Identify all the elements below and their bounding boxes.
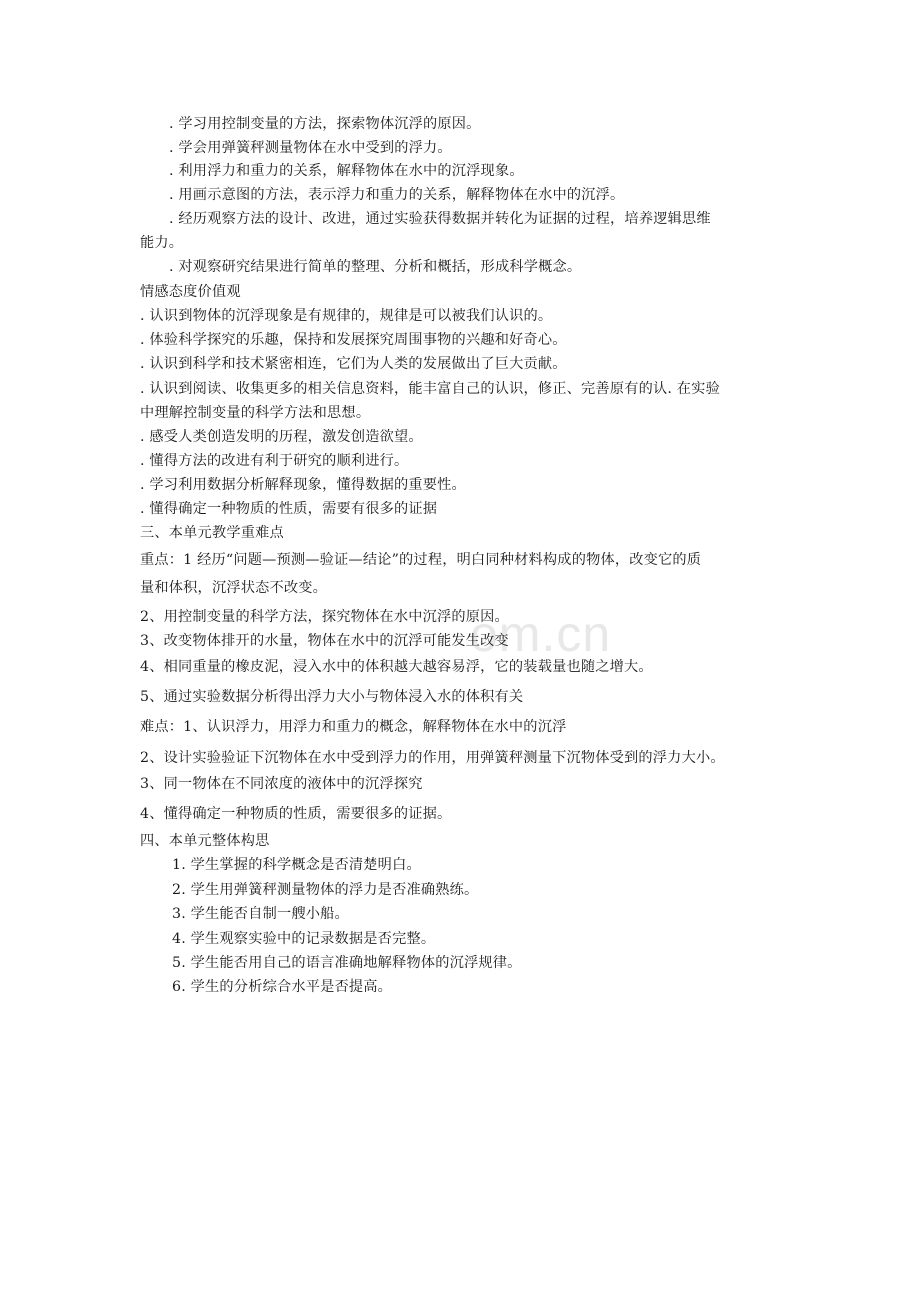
section-heading: 三、本单元教学重难点 [140,525,284,541]
objective-line: . 经历观察方法的设计、改进，通过实验获得数据并转化为证据的过程，培养逻辑思维 [169,211,711,227]
objective-line: . 用画示意图的方法，表示浮力和重力的关系，解释物体在水中的沉浮。 [169,187,625,203]
plan-item: 6. 学生的分析综合水平是否提高。 [172,979,393,995]
plan-item: 5. 学生能否用自己的语言准确地解释物体的沉浮规律。 [172,955,522,971]
attitude-line: 中理解控制变量的科学方法和思想。 [140,405,371,421]
watermark: om.cn [470,606,612,662]
attitude-line: . 体验科学探究的乐趣，保持和发展探究周围事物的兴趣和好奇心。 [140,332,567,348]
section-heading: 情感态度价值观 [140,284,241,300]
attitude-line: . 感受人类创造发明的历程，激发创造欲望。 [140,429,423,445]
plan-item: 4. 学生观察实验中的记录数据是否完整。 [172,931,436,947]
plan-item: 2. 学生用弹簧秤测量物体的浮力是否准确熟练。 [172,882,479,898]
objective-line: 能力。 [140,235,184,251]
attitude-line: . 懂得确定一种物质的性质，需要有很多的证据 [140,501,438,517]
key-point-line: 4、相同重量的橡皮泥，浸入水中的体积越大越容易浮，它的装载量也随之增大。 [140,659,653,675]
difficulty-line: 4、懂得确定一种物质的性质，需要很多的证据。 [140,806,452,822]
key-point-line: 重点：1 经历“问题—预测—验证—结论”的过程，明白同种材料构成的物体，改变它的质 [140,552,702,568]
objective-line: . 利用浮力和重力的关系，解释物体在水中的沉浮现象。 [169,163,524,179]
plan-item: 3. 学生能否自制一艘小船。 [172,906,349,922]
attitude-line: . 认识到科学和技术紧密相连，它们为人类的发展做出了巨大贡献。 [140,356,567,372]
objective-line: . 对观察研究结果进行简单的整理、分析和概括，形成科学概念。 [169,259,582,275]
difficulty-line: 难点：1、认识浮力，用浮力和重力的概念，解释物体在水中的沉浮 [140,719,567,735]
key-point-line: 3、改变物体排开的水量，物体在水中的沉浮可能发生改变 [140,633,509,649]
key-point-line: 2、用控制变量的科学方法，探究物体在水中沉浮的原因。 [140,609,509,625]
objective-line: . 学会用弹簧秤测量物体在水中受到的浮力。 [169,140,452,156]
key-point-line: 量和体积，沉浮状态不改变。 [140,580,328,596]
objective-line: . 学习用控制变量的方法，探索物体沉浮的原因。 [169,116,481,132]
attitude-line: . 认识到阅读、收集更多的相关信息资料，能丰富自己的认识，修正、完善原有的认. 在实验 [140,381,720,397]
difficulty-line: 3、同一物体在不同浓度的液体中的沉浮探究 [140,776,423,792]
plan-item: 1. 学生掌握的科学概念是否清楚明白。 [172,857,421,873]
attitude-line: . 懂得方法的改进有利于研究的顺利进行。 [140,453,409,469]
difficulty-line: 2、设计实验验证下沉物体在水中受到浮力的作用，用弹簧秤测量下沉物体受到的浮力大小。 [140,750,725,766]
key-point-line: 5、通过实验数据分析得出浮力大小与物体浸入水的体积有关 [140,689,524,705]
section-heading: 四、本单元整体构思 [140,833,270,849]
attitude-line: . 认识到物体的沉浮现象是有规律的，规律是可以被我们认识的。 [140,308,553,324]
attitude-line: . 学习利用数据分析解释现象，懂得数据的重要性。 [140,477,466,493]
